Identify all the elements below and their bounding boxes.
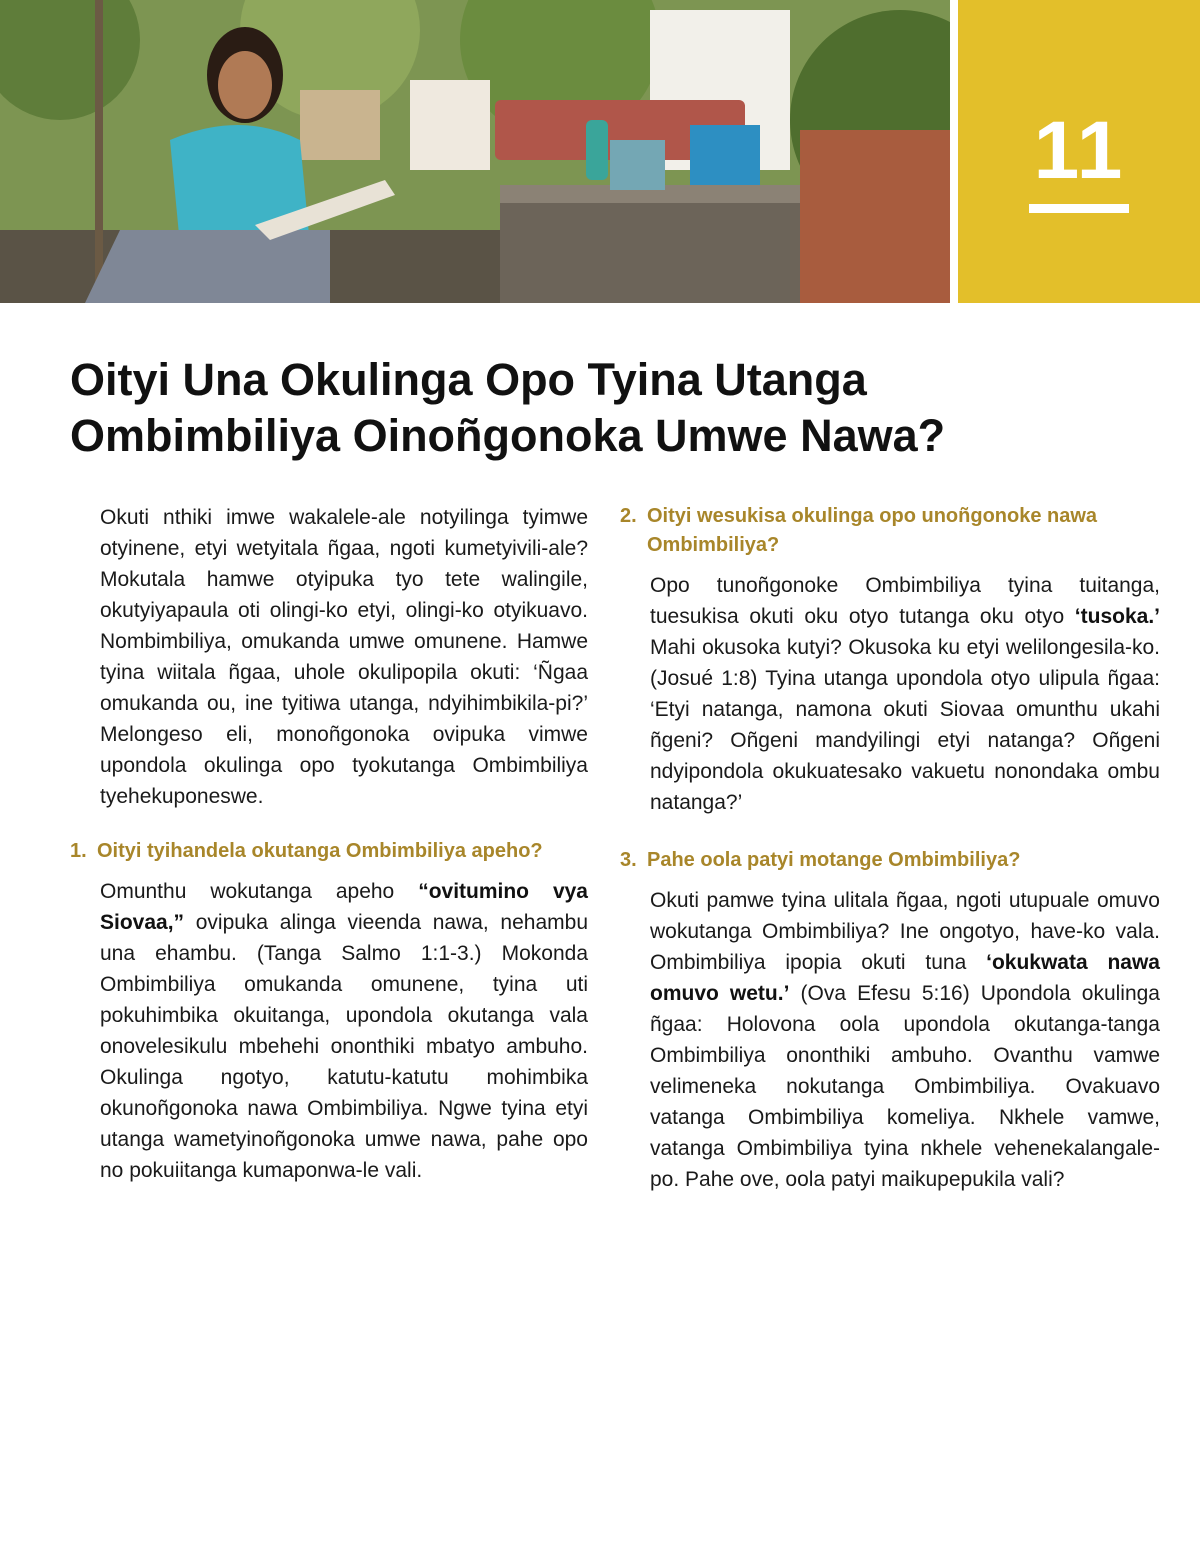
page-title-line-1: Oityi Una Okulinga Opo Tyina Utanga (70, 354, 867, 405)
intro-paragraph: Okuti nthiki imwe wakalele-ale notyilinga tyimwe otyinene, etyi wetyitala ñgaa, ngoti kumetyivili-ale? Mokutala hamwe otyipuka tyo tete walingile, okutyiyapaula oti olingi-ko etyi, olingi-ko otyikuavo. Nombimbiliya, omukanda umwe omunene. Hamwe tyina wiitala ñgaa, uhole okulipopila okuti: ‘Ñgaa omukanda ou, ine tyitiwa utanga, ndyihimbikila-pi?’ Melongeso eli, monoñgonoka ovipuka vimwe upondola okulinga opo tyokutanga Ombimbiliya tyehekuponeswe. (100, 506, 588, 808)
hero-illustration (0, 0, 950, 303)
section-1-text-b: ovipuka alinga vieenda nawa, nehambu una ehambu. (Tanga Salmo 1:1-3.) Mokonda Ombimbiliya omukanda omunene, tyina uti pokuhimbika okuitanga, upondola okutanga vala onovelesikulu mbehehi ononthiki mbatyo ambuho. Okulinga ngotyo, katutu-katutu mohimbika okunoñgonoka nawa Ombimbiliya. Ngwe tyina etyi utanga wametyinoñgonoka umwe nawa, pahe opo no pokuiitanga kumaponwa-le vali. (100, 911, 588, 1182)
section-3-text-b: (Ova Efesu 5:16) Upondola okulinga ñgaa: Holovona oola upondola okutanga-tanga Ombimbiliya ononthiki ambuho. Ovanthu vamwe velimeneka nokutanga Ombimbiliya. Ovakuavo vatanga Ombimbiliya komeliya. Nkhele vamwe, vatanga Ombimbiliya tyina nkhele vehenekalangale-po. Pahe ove, oola patyi maikupepukila vali? (650, 982, 1160, 1191)
section-3-question (620, 846, 1160, 875)
section-1-question (70, 837, 588, 866)
section-3-answer (620, 885, 1160, 1195)
section-2-question-text: Oityi wesukisa okulinga opo unoñgonoke nawa Ombimbiliya? (647, 505, 1098, 556)
hero-photo (0, 0, 950, 303)
section-2-bold-a: ‘tusoka.’ (1074, 605, 1160, 628)
section-3-number: 3. (620, 849, 637, 871)
page-title-line-2: Ombimbiliya Oinoñgonoka Umwe Nawa? (70, 410, 946, 461)
left-column (70, 502, 588, 1186)
section-1 (70, 837, 588, 1186)
section-2-question (620, 502, 1160, 560)
section-2 (620, 502, 1160, 818)
section-1-number: 1. (70, 840, 87, 862)
section-1-text-a: Omunthu wokutanga apeho (100, 880, 395, 903)
section-3-bold-a: ‘okukwata nawa omuvo wetu.’ (650, 951, 1160, 1005)
page-title (70, 352, 1150, 464)
chapter-underline (1029, 204, 1129, 213)
section-3-question-text: Pahe oola patyi motange Ombimbiliya? (647, 849, 1021, 871)
section-2-answer (620, 570, 1160, 818)
section-1-bold-a: “ovitumino vya Siovaa,” (100, 880, 588, 934)
chapter-number: 11 (1033, 105, 1125, 196)
section-2-text-a: Opo tunoñgonoke Ombimbiliya tyina tuitanga, tuesukisa okuti oku otyo tutanga oku otyo (650, 574, 1160, 628)
right-column (620, 502, 1160, 1195)
section-1-question-text: Oityi tyihandela okutanga Ombimbiliya apeho? (97, 840, 543, 862)
section-1-answer (70, 876, 588, 1186)
chapter-badge (958, 0, 1200, 303)
section-2-number: 2. (620, 505, 637, 527)
section-3 (620, 846, 1160, 1195)
section-3-text-a: Okuti pamwe tyina ulitala ñgaa, ngoti utupuale omuvo wokutanga Ombimbiliya? Ine ongotyo, have-ko vala. Ombimbiliya ipopia okuti tuna (650, 889, 1160, 974)
section-2-text-b: Mahi okusoka kutyi? Okusoka ku etyi welilongesila-ko. (Josué 1:8) Tyina utanga upondola otyo ulipula ñgaa: ‘Etyi natanga, namona okuti Siovaa omunthu ukahi ñgeni? Oñgeni mandyilingi etyi natanga? Oñgeni ndyipondola okukuatesako vakuetu nonondaka ombu natanga?’ (650, 636, 1160, 814)
